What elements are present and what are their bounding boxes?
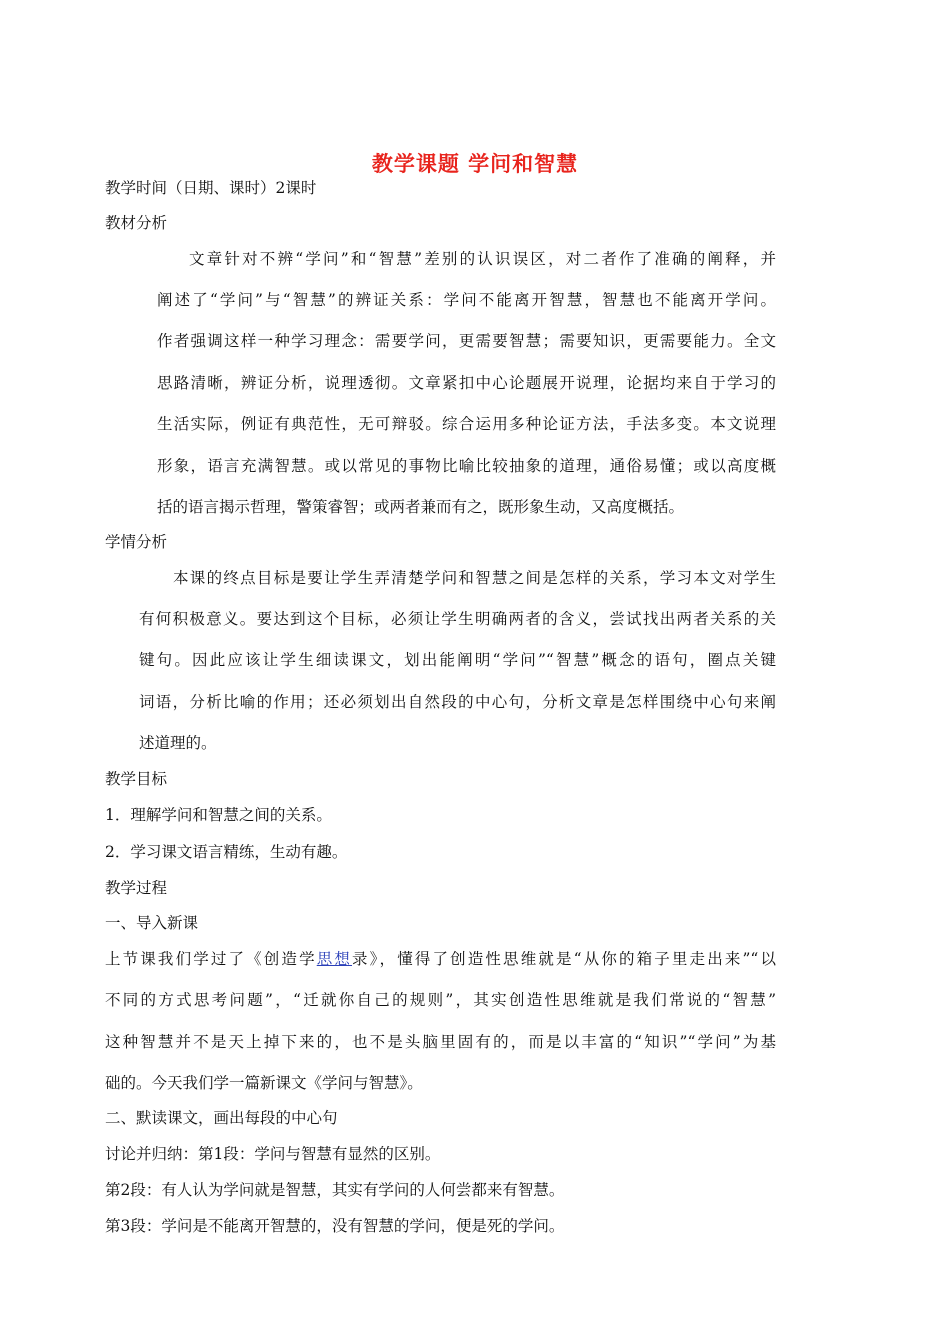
material-paragraph-line: 阐述了“学问”与“智慧”的辨证关系：学问不能离开智慧，智慧也不能离开学问。: [157, 291, 776, 309]
intro-text-before: 上节课我们学过了《创造学: [105, 950, 317, 968]
section-heading-process: 教学过程: [105, 879, 168, 897]
students-paragraph-line: 键句。因此应该让学生细读课文，划出能阐明“学问”“智慧”概念的语句，圈点关键: [139, 651, 776, 669]
students-paragraph-line: 本课的终点目标是要让学生弄清楚学问和智慧之间是怎样的关系，学习本文对学生: [173, 569, 776, 587]
goal-item: 1．理解学问和智慧之间的关系。: [105, 806, 332, 824]
intro-paragraph-line: [105, 949, 776, 969]
intro-paragraph-line: 础的。今天我们学一篇新课文《学问与智慧》。: [105, 1074, 423, 1092]
teaching-time: 教学时间（日期、课时）2课时: [105, 179, 317, 197]
summary-line: 第3段：学问是不能离开智慧的，没有智慧的学问，便是死的学问。: [105, 1217, 565, 1235]
section-heading-students: 学情分析: [105, 533, 168, 551]
summary-line: 讨论并归纳：第1段：学问与智慧有显然的区别。: [105, 1145, 441, 1163]
intro-paragraph-line: 不同的方式思考问题”，“迁就你自己的规则”，其实创造性思维就是我们常说的“智慧”: [105, 991, 776, 1009]
material-paragraph-line: 生活实际，例证有典范性，无可辩驳。综合运用多种论证方法，手法多变。本文说理: [157, 415, 776, 433]
students-paragraph-line: 有何积极意义。要达到这个目标，必须让学生明确两者的含义，尝试找出两者关系的关: [139, 610, 776, 628]
material-paragraph-line: 作者强调这样一种学习理念：需要学问，更需要智慧；需要知识，更需要能力。全文: [157, 332, 776, 350]
section-heading-goals: 教学目标: [105, 770, 168, 788]
material-paragraph-line: 文章针对不辨“学问”和“智慧”差别的认识误区，对二者作了准确的阐释，并: [189, 250, 776, 268]
thought-link[interactable]: 思想: [316, 950, 353, 968]
material-paragraph-line: 思路清晰，辨证分析，说理透彻。文章紧扣中心论题展开说理，论据均来自于学习的: [157, 374, 776, 392]
section-heading-material: 教材分析: [105, 214, 168, 232]
goal-item: 2．学习课文语言精练，生动有趣。: [105, 843, 348, 861]
page-title: 教学课题 学问和智慧: [371, 152, 579, 176]
step-heading-reading: 二、默读课文，画出每段的中心句: [105, 1109, 338, 1127]
intro-text-after: 录》，懂得了创造性思维就是“从你的箱子里走出来”“以: [352, 950, 776, 968]
material-paragraph-line: 括的语言揭示哲理，警策睿智；或两者兼而有之，既形象生动，又高度概括。: [157, 498, 685, 516]
intro-paragraph-line: 这种智慧并不是天上掉下来的，也不是头脑里固有的，而是以丰富的“知识”“学问”为基: [105, 1033, 776, 1051]
students-paragraph-line: 词语，分析比喻的作用；还必须划出自然段的中心句，分析文章是怎样围绕中心句来阐: [139, 693, 776, 711]
material-paragraph-line: 形象，语言充满智慧。或以常见的事物比喻比较抽象的道理，通俗易懂；或以高度概: [157, 457, 776, 475]
step-heading-intro: 一、导入新课: [105, 914, 199, 932]
summary-line: 第2段：有人认为学问就是智慧，其实有学问的人何尝都来有智慧。: [105, 1181, 565, 1199]
students-paragraph-line: 述道理的。: [139, 734, 217, 752]
